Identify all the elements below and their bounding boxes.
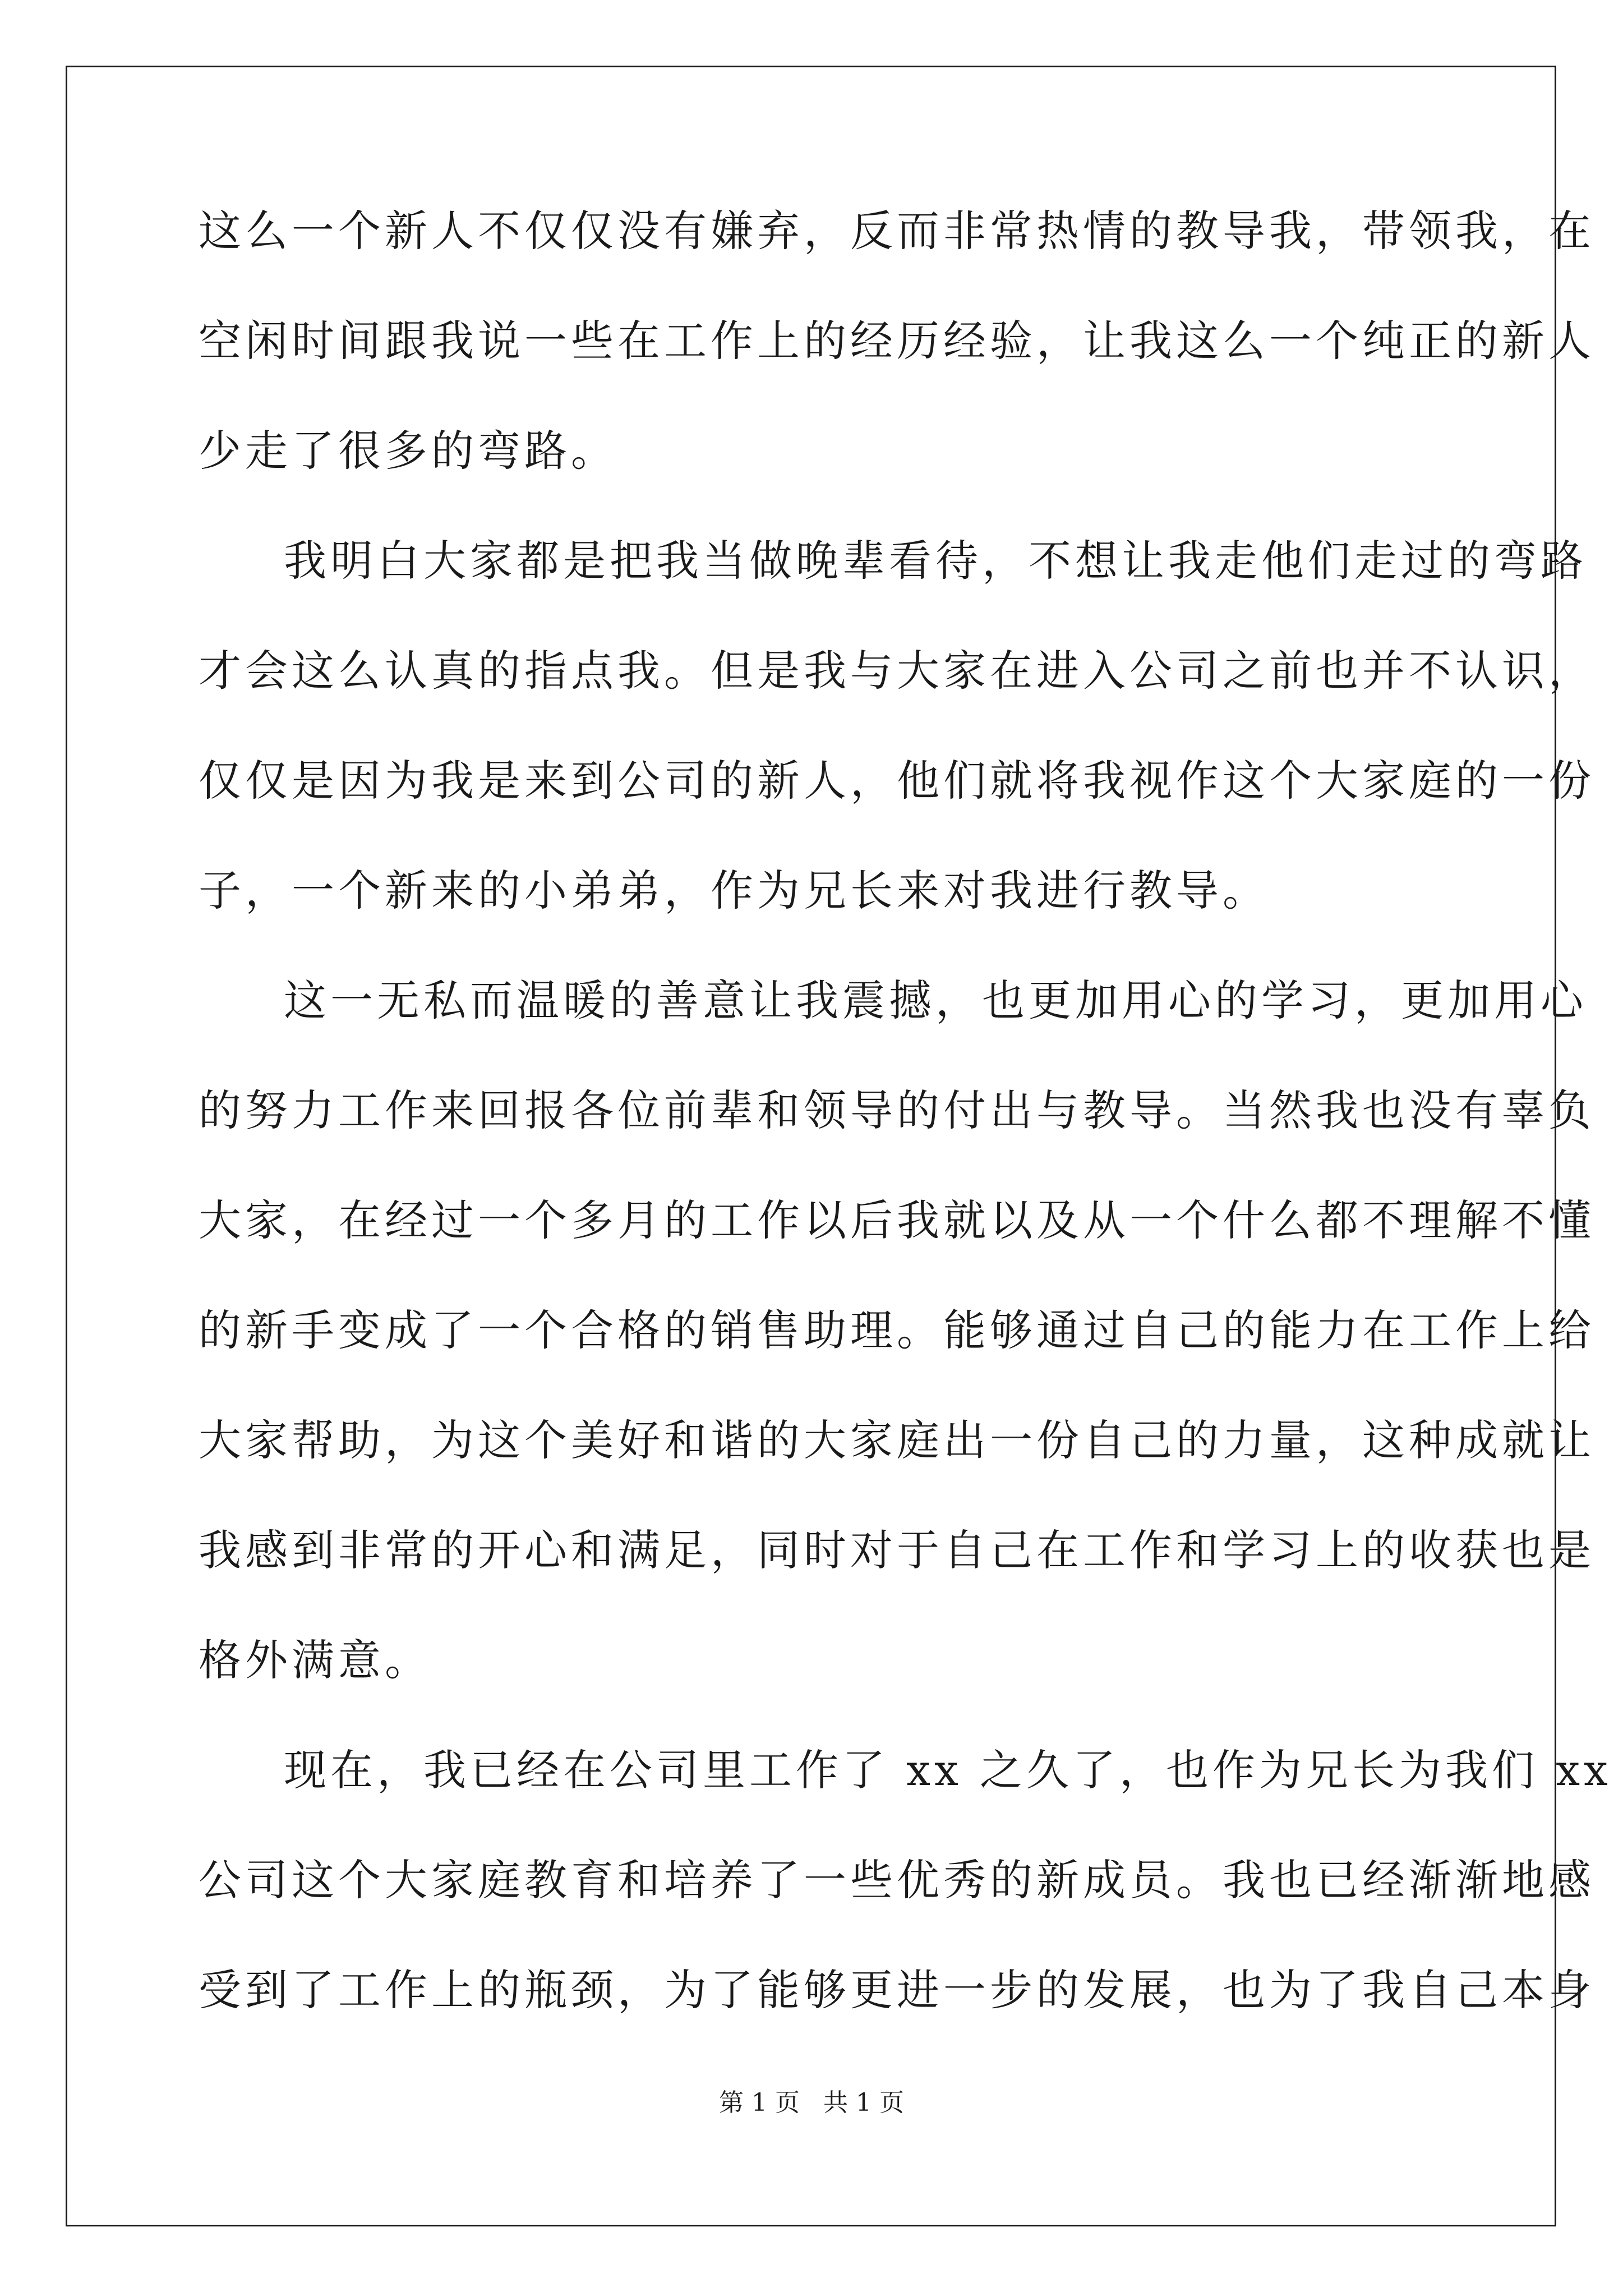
text-line: 公司这个大家庭教育和培养了一些优秀的新成员。我也已经渐渐地感: [199, 1855, 1595, 1905]
paragraph-start-line: 我明白大家都是把我当做晚辈看待，不想让我走他们走过的弯路: [284, 536, 1587, 586]
text-line: 我感到非常的开心和满足，同时对于自己在工作和学习上的收获也是: [199, 1525, 1595, 1575]
paragraph-start-line: 这一无私而温暖的善意让我震撼，也更加用心的学习，更加用心: [284, 976, 1587, 1025]
text-line: 的新手变成了一个合格的销售助理。能够通过自己的能力在工作上给: [199, 1305, 1595, 1355]
text-line: 受到了工作上的瓶颈，为了能够更进一步的发展，也为了我自己本身: [199, 1965, 1595, 2015]
text-line: 大家帮助，为这个美好和谐的大家庭出一份自己的力量，这种成就让: [199, 1415, 1595, 1465]
text-line: 空闲时间跟我说一些在工作上的经历经验，让我这么一个纯正的新人: [199, 316, 1595, 366]
page-footer: 第 1 页 共 1 页: [719, 2088, 904, 2117]
paragraph-start-line: 现在，我已经在公司里工作了 xx 之久了，也作为兄长为我们 xx: [284, 1745, 1612, 1795]
text-line: 子，一个新来的小弟弟，作为兄长来对我进行教导。: [199, 866, 1269, 915]
text-line: 才会这么认真的指点我。但是我与大家在进入公司之前也并不认识，: [199, 646, 1595, 696]
text-line: 这么一个新人不仅仅没有嫌弃，反而非常热情的教导我，带领我，在: [199, 206, 1595, 256]
text-line: 仅仅是因为我是来到公司的新人，他们就将我视作这个大家庭的一份: [199, 756, 1595, 806]
document-body: [199, 206, 1612, 2078]
text-line: 格外满意。: [199, 1635, 431, 1685]
text-line: 的努力工作来回报各位前辈和领导的付出与教导。当然我也没有辜负: [199, 1085, 1595, 1135]
text-line: 大家，在经过一个多月的工作以后我就以及从一个什么都不理解不懂: [199, 1195, 1595, 1245]
text-line: 少走了很多的弯路。: [199, 426, 617, 476]
